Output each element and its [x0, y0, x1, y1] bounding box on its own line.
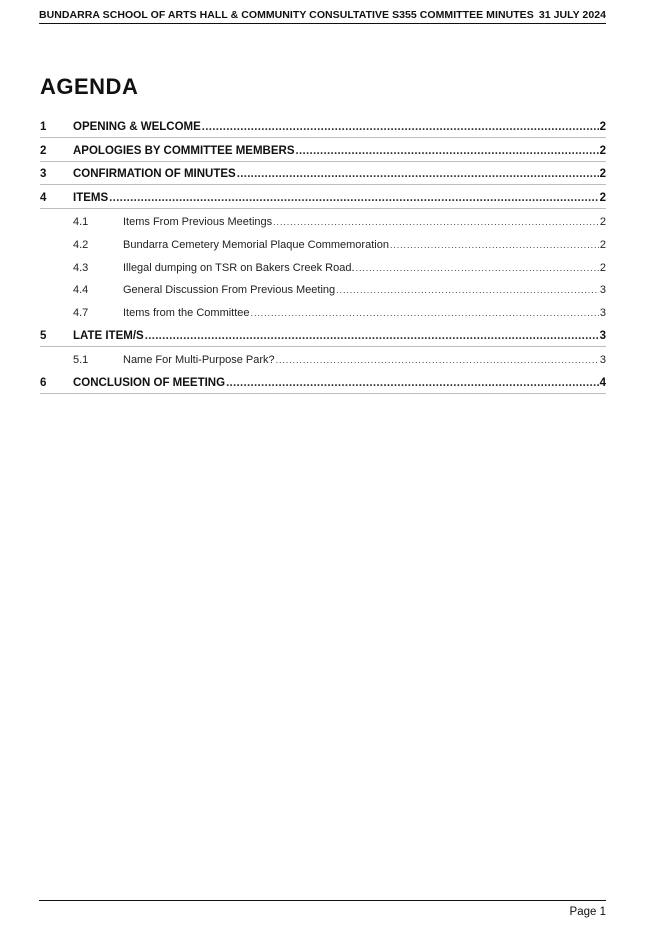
toc-subentry-number: 4.2 [73, 238, 89, 251]
toc-entry-number: 1 [40, 120, 47, 133]
toc-subentry-label: Illegal dumping on TSR on Bakers Creek Road. [123, 261, 355, 274]
toc-subentry-label: Name For Multi-Purpose Park? [123, 353, 275, 366]
page-number: Page 1 [569, 906, 606, 918]
header-date: 31 JULY 2024 [538, 9, 606, 21]
toc-entry-number: 6 [40, 376, 47, 389]
toc-subentry-number: 4.1 [73, 215, 89, 228]
table-of-contents [40, 114, 606, 394]
toc-entry[interactable] [40, 114, 606, 138]
toc-subentry-label: Items from the Committee [123, 307, 250, 320]
toc-subentry[interactable] [40, 232, 606, 255]
toc-subentry[interactable] [40, 278, 606, 301]
toc-subentry-label: General Discussion From Previous Meeting [123, 284, 336, 297]
toc-subentry-page: 3 [599, 284, 606, 297]
toc-entry-number: 4 [40, 192, 47, 205]
toc-dot-leader [226, 377, 599, 393]
toc-entry[interactable] [40, 162, 606, 186]
toc-dot-leader [237, 168, 599, 184]
toc-subentry-label: Items From Previous Meetings [123, 215, 273, 228]
toc-subentry-number: 4.7 [73, 307, 89, 320]
toc-entry[interactable] [40, 185, 606, 209]
toc-entry-label: LATE ITEM/S [73, 329, 144, 342]
toc-entry[interactable] [40, 323, 606, 347]
header-title: BUNDARRA SCHOOL OF ARTS HALL & COMMUNITY CONSULTATIVE S355 COMMITTEE MINUTES [39, 9, 534, 21]
toc-subentry[interactable] [40, 255, 606, 278]
toc-entry-number: 5 [40, 329, 47, 342]
toc-subentry[interactable] [40, 347, 606, 370]
toc-dot-leader [356, 262, 599, 278]
toc-subentry-number: 5.1 [73, 353, 89, 366]
toc-entry-number: 2 [40, 144, 47, 157]
toc-dot-leader [145, 330, 599, 346]
toc-entry-page: 2 [599, 168, 606, 181]
toc-entry-page: 2 [599, 144, 606, 157]
agenda-title: AGENDA [40, 74, 139, 99]
toc-entry[interactable] [40, 138, 606, 162]
toc-subentry-number: 4.3 [73, 261, 89, 274]
toc-dot-leader [276, 354, 599, 370]
toc-subentry[interactable] [40, 300, 606, 323]
toc-subentry[interactable] [40, 209, 606, 232]
toc-subentry-page: 2 [599, 215, 606, 228]
toc-dot-leader [390, 239, 599, 255]
toc-subentry-page: 2 [599, 261, 606, 274]
toc-subentry-label: Bundarra Cemetery Memorial Plaque Commemoration [123, 238, 389, 251]
toc-subentry-number: 4.4 [73, 284, 89, 297]
toc-entry-number: 3 [40, 168, 47, 181]
toc-dot-leader [296, 145, 599, 161]
toc-subentry-page: 3 [599, 307, 606, 320]
toc-entry-page: 2 [599, 120, 606, 133]
toc-entry-label: CONCLUSION OF MEETING [73, 376, 226, 389]
toc-entry-label: ITEMS [73, 192, 109, 205]
toc-dot-leader [251, 307, 599, 323]
toc-dot-leader [109, 192, 598, 208]
toc-entry-label: CONFIRMATION OF MINUTES [73, 168, 236, 181]
toc-dot-leader [273, 216, 599, 232]
toc-entry-page: 3 [599, 329, 606, 342]
toc-entry-label: APOLOGIES BY COMMITTEE MEMBERS [73, 144, 295, 157]
toc-entry-page: 4 [599, 376, 606, 389]
page-header [39, 9, 606, 24]
toc-entry-label: OPENING & WELCOME [73, 120, 201, 133]
page-footer [39, 900, 606, 918]
toc-subentry-page: 3 [599, 353, 606, 366]
toc-dot-leader [336, 284, 599, 300]
toc-entry[interactable] [40, 370, 606, 394]
toc-subentry-page: 2 [599, 238, 606, 251]
toc-dot-leader [202, 121, 599, 137]
toc-entry-page: 2 [599, 192, 606, 205]
